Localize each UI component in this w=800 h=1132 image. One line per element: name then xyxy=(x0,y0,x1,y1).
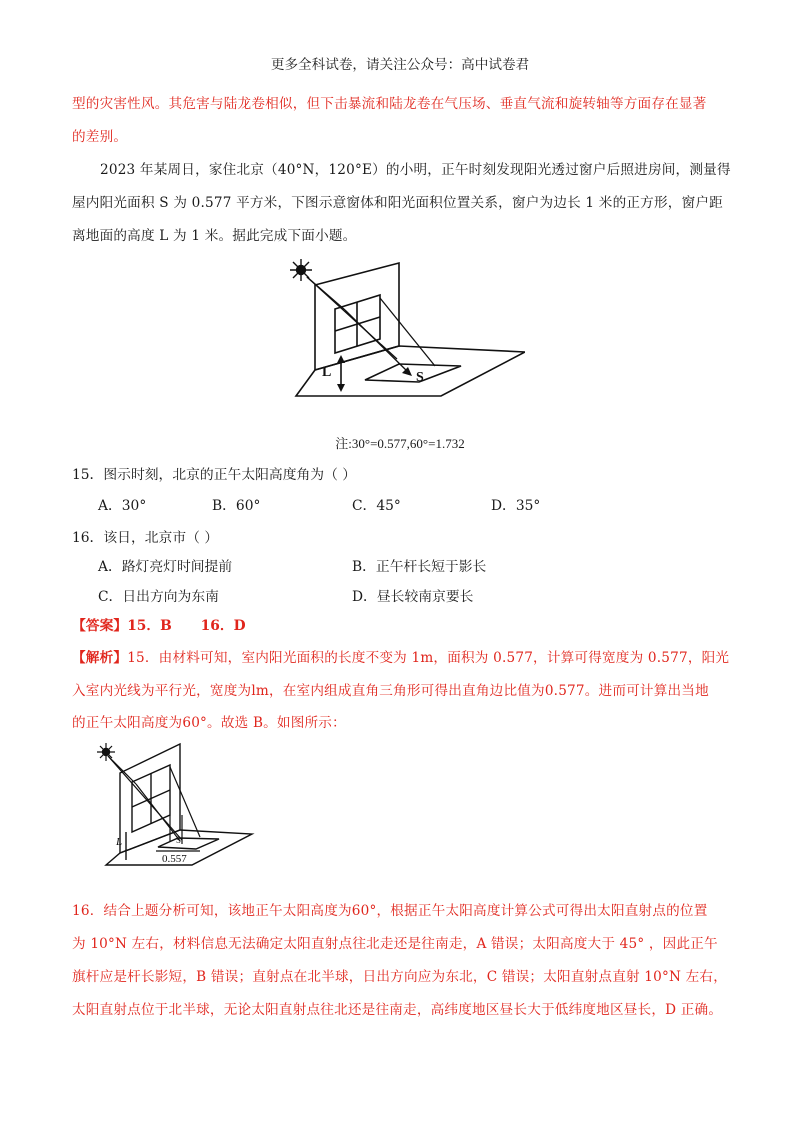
q15-option-a: A．30° xyxy=(98,498,147,514)
q15-stem: 15．图示时刻，北京的正午太阳高度角为（ ） xyxy=(72,467,357,483)
label-s: S xyxy=(416,370,424,385)
solution-sunlit-area xyxy=(158,838,219,849)
material-line-1: 2023 年某周日，家住北京（40°N，120°E）的小明，正午时刻发现阳光透过窗户后照进房间，测量得 xyxy=(100,162,731,178)
analysis15-line-3: 的正午太阳高度为60°。故选 B。如图所示： xyxy=(72,715,346,731)
analysis16-line-1: 16．结合上题分析可知，该地正午太阳高度为60°，根据正午太阳高度计算公式可得出太阳直射点的位置 xyxy=(72,903,708,919)
sunlit-area-s xyxy=(365,364,461,382)
answer-tag: 【答案】 xyxy=(72,618,128,634)
q16-stem: 16．该日，北京市（ ） xyxy=(72,530,219,546)
page-header: 更多全科试卷，请关注公众号：高中试卷君 xyxy=(270,57,530,73)
analysis15-line-2: 入室内光线为平行光，宽度为lm，在室内组成直角三角形可得出直角边比值为0.577。进而可计算出当地 xyxy=(72,683,709,699)
q15-option-b: B．60° xyxy=(212,498,261,514)
label-l: L xyxy=(322,365,332,380)
q15-option-c: C．45° xyxy=(352,498,401,514)
solution-label-s: S xyxy=(176,835,182,845)
answer-line xyxy=(72,616,246,636)
q16-option-c: C．日出方向为东南 xyxy=(98,589,219,605)
analysis15-line-1-text: 15．由材料可知，室内阳光面积的长度不变为 1m，面积为 0.577，计算可得宽度为 0.577，阳光 xyxy=(127,650,730,666)
solution-sun-icon xyxy=(97,743,115,761)
answer-text: 15．B 16．D xyxy=(127,618,246,634)
solution-label-value: 0.557 xyxy=(162,853,187,865)
window-sunlight-figure xyxy=(285,255,525,405)
figure-note: 注:30°=0.577,60°=1.732 xyxy=(335,436,465,451)
q16-option-b: B．正午杆长短于影长 xyxy=(352,559,487,575)
analysis16-line-3: 旗杆应是杆长影短，B 错误；直射点在北半球，日出方向应为东北，C 错误；太阳直射点直射 10°N 左右， xyxy=(72,969,727,985)
analysis15-line-1 xyxy=(72,648,729,668)
solution-label-l: L xyxy=(116,836,123,848)
material-line-2: 屋内阳光面积 S 为 0.577 平方米，下图示意窗体和阳光面积位置关系，窗户为边长 1 米的正方形，窗户距 xyxy=(72,195,723,211)
analysis16-line-4: 太阳直射点位于北半球，无论太阳直射点往北还是往南走，高纬度地区昼长大于低纬度地区昼长，D 正确。 xyxy=(72,1002,723,1018)
q16-option-a: A．路灯亮灯时间提前 xyxy=(98,559,233,575)
analysis16-line-2: 为 10°N 左右，材料信息无法确定太阳直射点往北走还是往南走，A 错误；太阳高度大于 45° ，因此正午 xyxy=(72,936,718,952)
q16-option-d: D．昼长较南京要长 xyxy=(352,589,474,605)
intro-line-1: 型的灾害性风。其危害与陆龙卷相似，但下击暴流和陆龙卷在气压场、垂直气流和旋转轴等方面存在显著 xyxy=(72,96,707,112)
analysis-tag: 【解析】 xyxy=(72,650,128,666)
material-line-3: 离地面的高度 L 为 1 米。据此完成下面小题。 xyxy=(72,228,357,244)
intro-line-2: 的差别。 xyxy=(72,129,128,145)
q15-option-d: D．35° xyxy=(491,498,541,514)
solution-figure xyxy=(96,740,256,870)
sun-icon xyxy=(290,259,312,281)
